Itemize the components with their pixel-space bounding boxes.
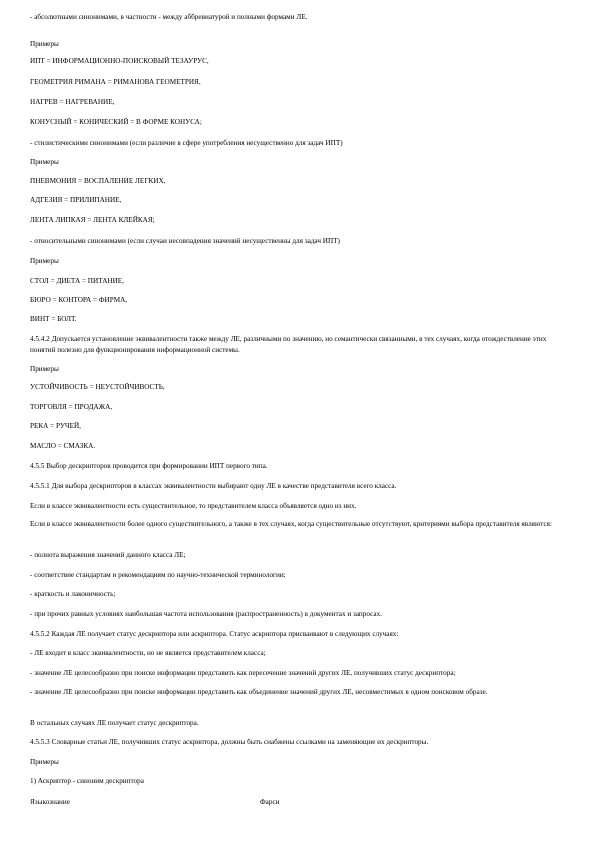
example-line: РЕКА = РУЧЕЙ, — [30, 422, 81, 430]
table-cell-left: Языкознание — [30, 798, 70, 806]
list-item: - ЛЕ входит в класс эквивалентности, но не является представителем класса; — [30, 649, 266, 657]
section-heading: 4.5.5 Выбор дескрипторов проводится при формировании ИПТ первого типа. — [30, 462, 268, 470]
table-cell-right: Фарси — [260, 798, 280, 806]
example-line: ИПТ = ИНФОРМАЦИОННО-ПОИСКОВЫЙ ТЕЗАУРУС, — [30, 57, 209, 65]
example-line: КОНУСНЫЙ = КОНИЧЕСКИЙ = В ФОРМЕ КОНУСА; — [30, 118, 202, 126]
example-line: ВИНТ = БОЛТ. — [30, 315, 77, 323]
text-line: - абсолютными синонимами, в частности - между аббревиатурой и полными формами ЛЕ. — [30, 13, 308, 21]
paragraph: Если в классе эквивалентности более одного существительного, а также в тех случаях, когда существительные отсутствуют, критериями выбора представителя являются: — [30, 520, 552, 528]
examples-heading: Примеры — [30, 758, 59, 766]
example-line: АДГЕЗИЯ = ПРИЛИПАНИЕ, — [30, 196, 122, 204]
examples-heading: Примеры — [30, 158, 59, 166]
example-caption: 1) Аскриптор - синоним дескриптора — [30, 777, 144, 785]
example-line: ПНЕВМОНИЯ = ВОСПАЛЕНИЕ ЛЕГКИХ, — [30, 177, 166, 185]
paragraph: 4.5.5.2 Каждая ЛЕ получает статус дескриптора или аскриптора. Статус аскриптора присваивают в следующих случаях: — [30, 630, 399, 638]
list-item: - при прочих равных условиях наибольшая частота использования (распространенность) в документах и запросах. — [30, 610, 382, 618]
list-item: - краткость и лаконичность; — [30, 590, 116, 598]
example-line: ГЕОМЕТРИЯ РИМАНА = РИМАНОВА ГЕОМЕТРИЯ, — [30, 78, 201, 86]
paragraph: В остальных случаях ЛЕ получает статус дескриптора. — [30, 719, 199, 727]
list-item: - значение ЛЕ целесообразно при поиске информации представить как пересечение значений других ЛЕ, получивших статус дескриптора; — [30, 669, 456, 677]
paragraph: 4.5.4.2 Допускается установление эквивалентности также между ЛЕ, различными по значению, но семантически связанными, в тех случаях, когда отождествление этих понятий полезно для функционирования информационной системы. — [30, 335, 547, 354]
list-item: - соответствие стандартам и рекомендациям по научно-технической терминологии; — [30, 571, 286, 579]
paragraph: Если в классе эквивалентности есть существительное, то представителем класса объявляется одно из них. — [30, 502, 357, 510]
list-item: - полнота выражения значений данного класса ЛЕ; — [30, 551, 186, 559]
example-line: ЛЕНТА ЛИПКАЯ = ЛЕНТА КЛЕЙКАЯ; — [30, 216, 155, 224]
text-line: - стилистическими синонимами (если различие в сфере употребления несущественно для задач ИПТ) — [30, 139, 343, 147]
example-line: ТОРГОВЛЯ = ПРОДАЖА, — [30, 403, 113, 411]
example-line: БЮРО = КОНТОРА = ФИРМА, — [30, 296, 128, 304]
examples-heading: Примеры — [30, 40, 59, 48]
text-line: - относительными синонимами (если случаи несовпадения значений несущественны для задач ИПТ) — [30, 237, 340, 245]
paragraph: 4.5.5.3 Словарные статьи ЛЕ, получивших статус аскриптора, должны быть снабжены ссылками на заменяющие их дескрипторы. — [30, 738, 429, 746]
example-line: СТОЛ = ДИЕТА = ПИТАНИЕ, — [30, 277, 124, 285]
list-item: - значение ЛЕ целесообразно при поиске информации представить как объединение значений других ЛЕ, несовместимых в одном поисковом образе. — [30, 688, 488, 696]
paragraph: 4.5.5.1 Для выбора дескрипторов в классах эквивалентности выбирают одну ЛЕ в качестве представителя всего класса. — [30, 482, 397, 490]
table-row — [30, 797, 565, 808]
examples-heading: Примеры — [30, 365, 59, 373]
examples-heading: Примеры — [30, 257, 59, 265]
example-line: МАСЛО = СМАЗКА. — [30, 442, 96, 450]
example-line: НАГРЕВ = НАГРЕВАНИЕ, — [30, 98, 115, 106]
example-line: УСТОЙЧИВОСТЬ = НЕУСТОЙЧИВОСТЬ, — [30, 383, 165, 391]
